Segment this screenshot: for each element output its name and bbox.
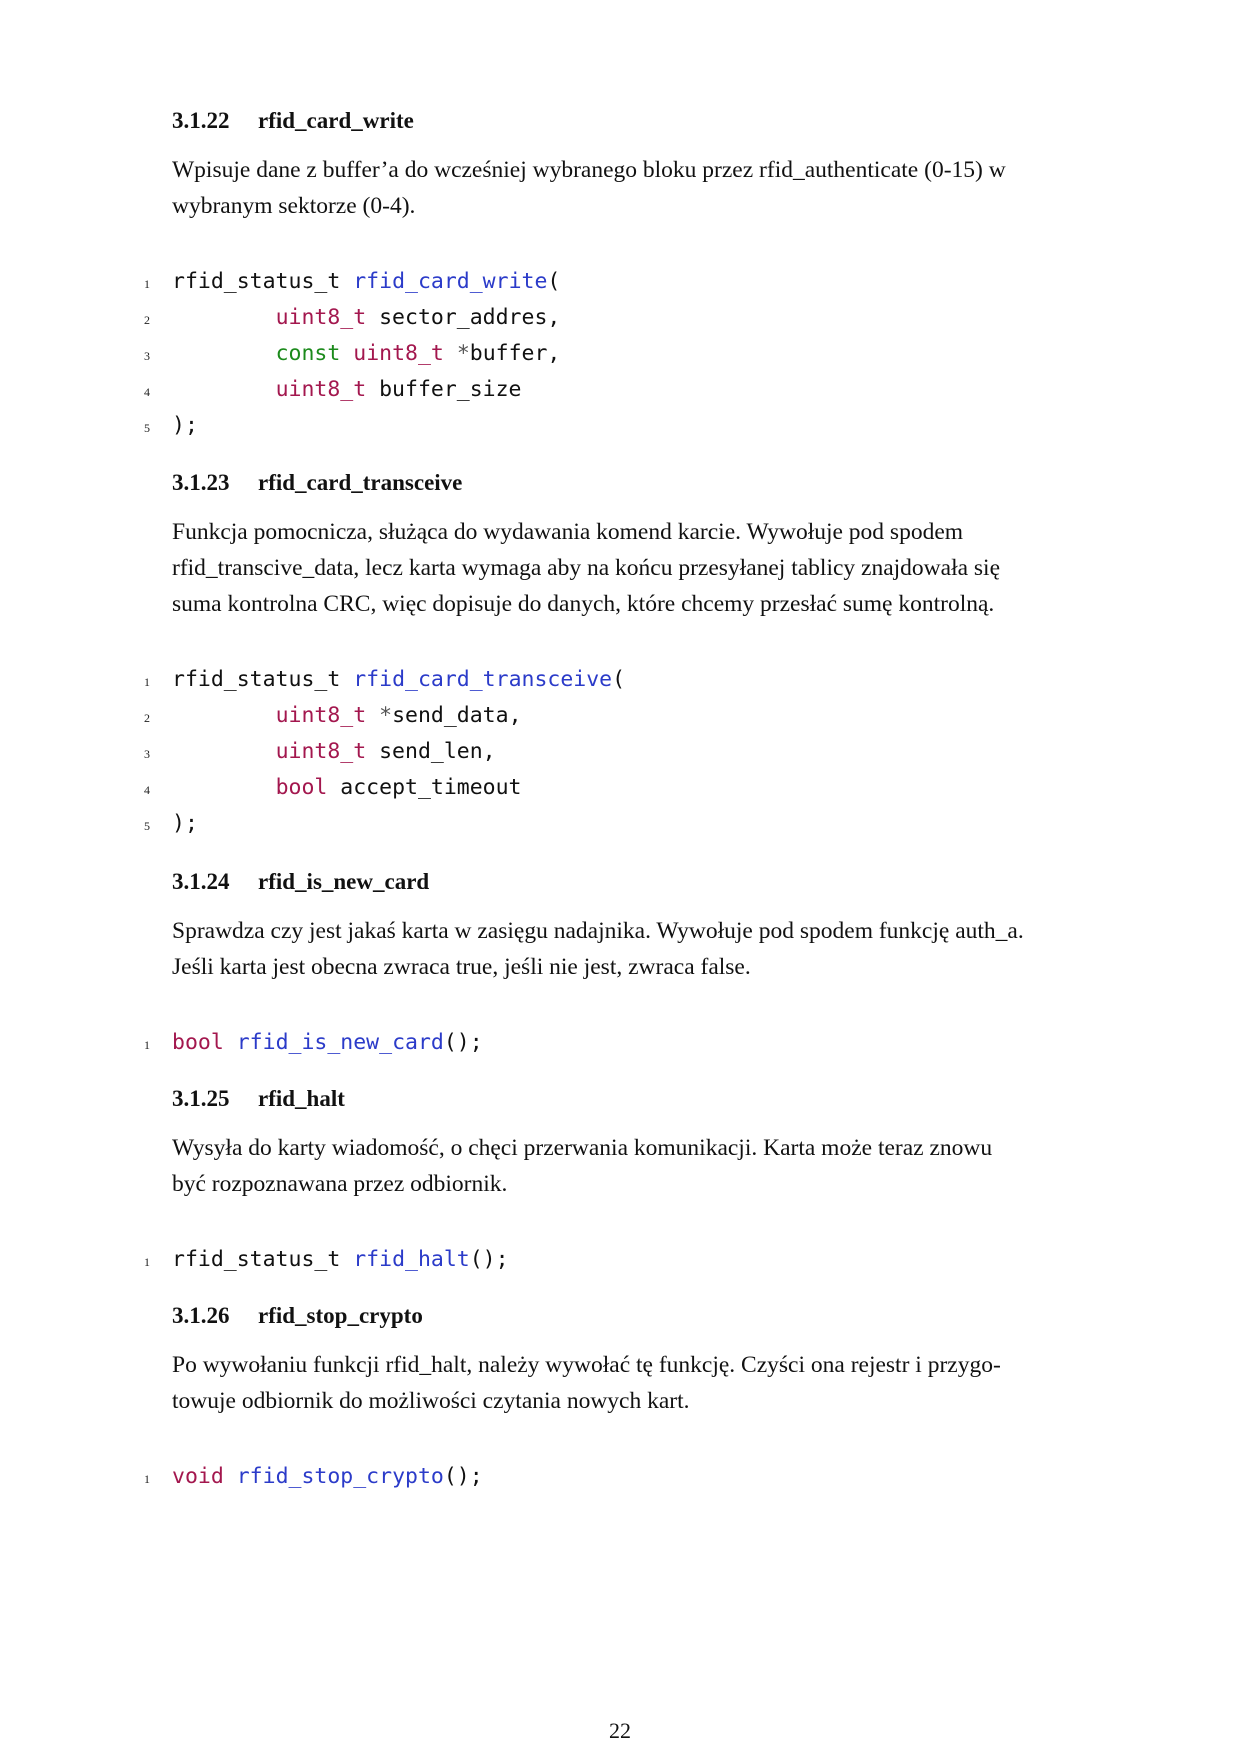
line-number: 3: [144, 747, 150, 761]
code-line: 4 uint8_t buffer_size: [0, 372, 1240, 408]
section-heading-3-1-24: 3.1.24 rfid_is_new_card: [172, 869, 430, 894]
line-number: 3: [144, 349, 150, 363]
description-line: Jeśli karta jest obecna zwraca true, jeśli nie jest, zwraca false.: [172, 954, 751, 980]
section-heading-3-1-22: 3.1.22 rfid_card_write: [172, 108, 414, 133]
code-listing-rfid-is-new-card: [0, 1025, 1240, 1061]
line-number: 2: [144, 313, 150, 327]
section-description: [172, 514, 1092, 622]
code-line: 3 uint8_t send_len,: [0, 734, 1240, 770]
code-listing-rfid-card-write: [0, 264, 1240, 444]
section-heading-3-1-26: 3.1.26 rfid_stop_crypto: [172, 1303, 423, 1328]
code-line: 4 bool accept_timeout: [0, 770, 1240, 806]
line-number: 4: [144, 783, 150, 797]
section-description: [172, 1130, 1092, 1202]
line-number: 4: [144, 385, 150, 399]
code-line: 1 void rfid_stop_crypto();: [0, 1459, 1240, 1495]
description-line: być rozpoznawana przez odbiornik.: [172, 1171, 508, 1197]
section-description: [172, 152, 1092, 224]
code-line: 1 rfid_status_t rfid_card_transceive(: [0, 662, 1240, 698]
section-heading-3-1-23: 3.1.23 rfid_card_transceive: [172, 470, 463, 495]
description-line: wybranym sektorze (0-4).: [172, 193, 416, 219]
section-heading-3-1-25: 3.1.25 rfid_halt: [172, 1086, 345, 1111]
code-line: 2 uint8_t sector_addres,: [0, 300, 1240, 336]
code-listing-rfid-halt: [0, 1242, 1240, 1278]
description-line: Wysyła do karty wiadomość, o chęci przerwania komunikacji. Karta może teraz znowu: [172, 1135, 993, 1161]
line-number: 2: [144, 711, 150, 725]
line-number: 1: [144, 675, 150, 689]
description-line: Funkcja pomocnicza, służąca do wydawania komend karcie. Wywołuje pod spodem: [172, 519, 964, 545]
code-line: 5 );: [0, 408, 1240, 444]
description-line: Po wywołaniu funkcji rfid_halt, należy wywołać tę funkcję. Czyści ona rejestr i przygo-: [172, 1352, 1001, 1378]
section-description: [172, 913, 1092, 985]
line-number: 1: [144, 277, 150, 291]
line-number: 5: [144, 819, 150, 833]
line-number: 1: [144, 1255, 150, 1269]
description-line: towuje odbiornik do możliwości czytania nowych kart.: [172, 1388, 690, 1414]
line-number: 1: [144, 1038, 150, 1052]
line-number: 5: [144, 421, 150, 435]
code-line: 1 rfid_status_t rfid_halt();: [0, 1242, 1240, 1278]
section-description: [172, 1347, 1092, 1419]
code-listing-rfid-card-transceive: [0, 662, 1240, 842]
code-line: 3 const uint8_t *buffer,: [0, 336, 1240, 372]
line-number: 1: [144, 1472, 150, 1486]
code-listing-rfid-stop-crypto: [0, 1459, 1240, 1495]
description-line: suma kontrolna CRC, więc dopisuje do danych, które chcemy przesłać sumę kontrolną.: [172, 591, 995, 617]
description-line: Wpisuje dane z buffer’a do wcześniej wybranego bloku przez rfid_authenticate (0-15) w: [172, 157, 1006, 183]
description-line: Sprawdza czy jest jakaś karta w zasięgu nadajnika. Wywołuje pod spodem funkcję auth_a.: [172, 918, 1024, 944]
description-line: rfid_transcive_data, lecz karta wymaga aby na końcu przesyłanej tablicy znajdowała się: [172, 555, 1001, 581]
code-line: 1 bool rfid_is_new_card();: [0, 1025, 1240, 1061]
code-line: 2 uint8_t *send_data,: [0, 698, 1240, 734]
code-line: 5 );: [0, 806, 1240, 842]
code-line: 1 rfid_status_t rfid_card_write(: [0, 264, 1240, 300]
page-number: 22: [609, 1718, 631, 1743]
